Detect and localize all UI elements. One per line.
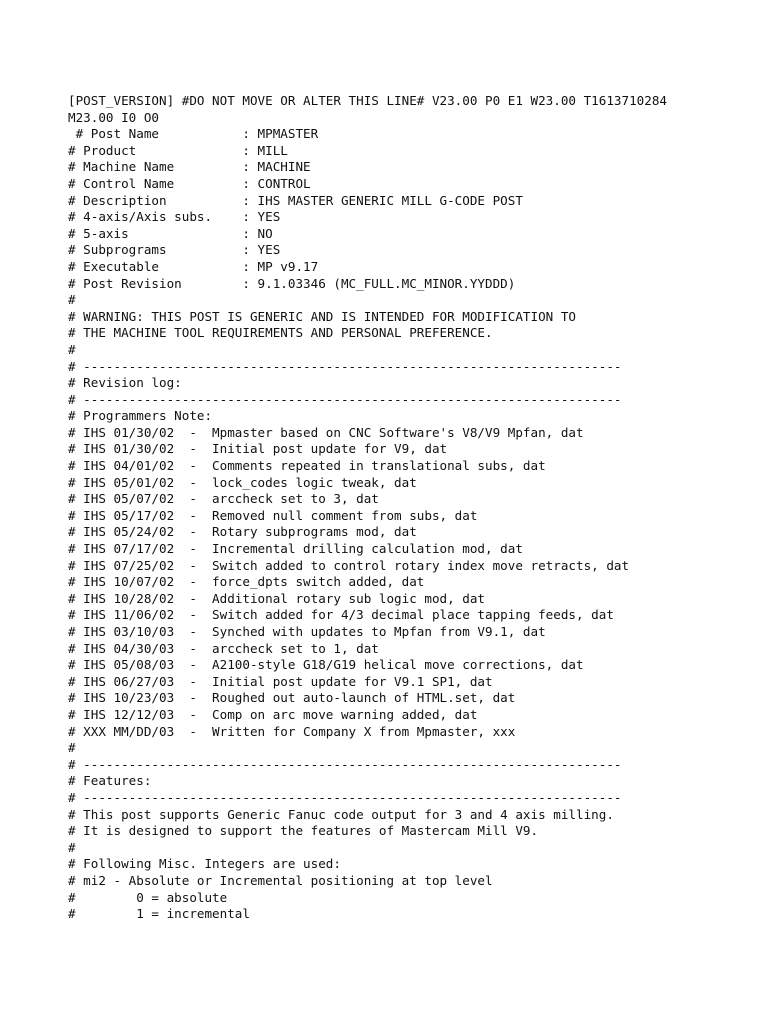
mi2-option-absolute: # 0 = absolute [68, 889, 228, 905]
revision-entry: # IHS 04/30/03 - arccheck set to 1, dat [68, 640, 379, 656]
revision-entry: # IHS 03/10/03 - Synched with updates to Mpfan from V9.1, dat [68, 624, 546, 639]
revision-entry: # IHS 01/30/02 - Mpmaster based on CNC Software's V8/V9 Mpfan, dat [68, 424, 584, 440]
comment-spacer-line: # [68, 839, 76, 855]
control-name-line: # Control Name : CONTROL [68, 175, 311, 191]
revision-entry: # IHS 12/12/03 - Comp on arc move warning added, dat [68, 706, 478, 722]
revision-entry: # XXX MM/DD/03 - Written for Company X from Mpmaster, xxx [68, 723, 516, 739]
mi2-description-line: # mi2 - Absolute or Incremental positioning at top level [68, 872, 493, 888]
post-revision-line: # Post Revision : 9.1.03346 (MC_FULL.MC_MINOR.YYDDD) [68, 275, 516, 291]
comment-spacer-line: # [68, 292, 76, 308]
product-line: # Product : MILL [68, 142, 288, 158]
revision-entry: # IHS 05/24/02 - Rotary subprograms mod, dat [68, 524, 417, 540]
divider-line: # ----------------------------------------------------------------------- [68, 358, 622, 374]
feature-description-line: # It is designed to support the features of Mastercam Mill V9. [68, 823, 539, 839]
features-heading: # Features: [68, 773, 152, 789]
post-version-continuation-line: M23.00 I0 O0 [68, 109, 159, 125]
post-processor-source-text [68, 93, 758, 923]
revision-entry: # IHS 07/17/02 - Incremental drilling calculation mod, dat [68, 541, 523, 557]
warning-continuation-line: # THE MACHINE TOOL REQUIREMENTS AND PERSONAL PREFERENCE. [68, 325, 493, 341]
divider-line: # ----------------------------------------------------------------------- [68, 391, 622, 407]
revision-entry: # IHS 04/01/02 - Comments repeated in translational subs, dat [68, 458, 546, 474]
revision-entry: # IHS 06/27/03 - Initial post update for V9.1 SP1, dat [68, 673, 493, 689]
executable-line: # Executable : MP v9.17 [68, 258, 319, 274]
five-axis-line: # 5-axis : NO [68, 225, 273, 241]
divider-line: # ----------------------------------------------------------------------- [68, 789, 622, 805]
four-axis-line: # 4-axis/Axis subs. : YES [68, 209, 281, 225]
misc-integers-heading: # Following Misc. Integers are used: [68, 856, 341, 872]
revision-entry: # IHS 05/01/02 - lock_codes logic tweak, dat [68, 474, 417, 490]
description-line: # Description : IHS MASTER GENERIC MILL G-CODE POST [68, 192, 523, 208]
comment-spacer-line: # [68, 740, 76, 756]
revision-entry: # IHS 10/23/03 - Roughed out auto-launch of HTML.set, dat [68, 690, 516, 706]
revision-entry: # IHS 05/07/02 - arccheck set to 3, dat [68, 491, 379, 507]
post-name-line: # Post Name : MPMASTER [68, 126, 319, 142]
feature-description-line: # This post supports Generic Fanuc code output for 3 and 4 axis milling. [68, 806, 614, 822]
warning-line: # WARNING: THIS POST IS GENERIC AND IS INTENDED FOR MODIFICATION TO [68, 308, 576, 324]
revision-entry: # IHS 07/25/02 - Switch added to control rotary index move retracts, dat [68, 557, 630, 573]
divider-line: # ----------------------------------------------------------------------- [68, 756, 622, 772]
revision-entry: # IHS 10/07/02 - force_dpts switch added, dat [68, 574, 425, 590]
revision-entry: # IHS 05/17/02 - Removed null comment from subs, dat [68, 507, 478, 523]
machine-name-line: # Machine Name : MACHINE [68, 159, 311, 175]
revision-entry: # IHS 01/30/02 - Initial post update for V9, dat [68, 441, 448, 457]
revision-entry: # IHS 11/06/02 - Switch added for 4/3 decimal place tapping feeds, dat [68, 607, 614, 623]
revision-entry: # IHS 05/08/03 - A2100-style G18/G19 helical move corrections, dat [68, 657, 584, 673]
subprograms-line: # Subprograms : YES [68, 242, 281, 258]
mi2-option-incremental: # 1 = incremental [68, 906, 250, 922]
programmers-note-heading: # Programmers Note: [68, 408, 213, 424]
revision-entry: # IHS 10/28/02 - Additional rotary sub logic mod, dat [68, 590, 486, 606]
post-version-line: [POST_VERSION] #DO NOT MOVE OR ALTER THIS LINE# V23.00 P0 E1 W23.00 T1613710284 [68, 93, 667, 108]
comment-spacer-line: # [68, 341, 76, 357]
revision-log-heading: # Revision log: [68, 375, 182, 391]
